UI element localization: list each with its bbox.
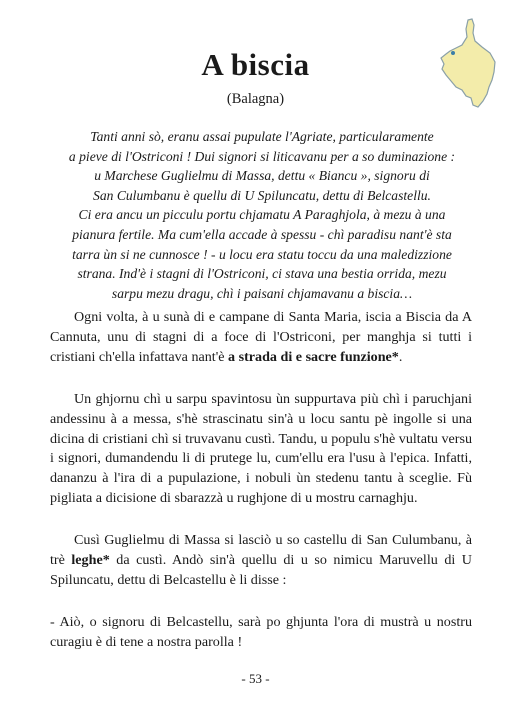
glossary-term: leghe* (71, 552, 110, 569)
intro-line: pianura fertile. Ma cum'ella accade à spessu - chì paradisu nant'è sta (72, 226, 452, 242)
glossary-term: a strada di e sacre funzione* (228, 348, 399, 365)
page-number: - 53 - (241, 671, 270, 686)
region-subtitle: (Balagna) (226, 91, 285, 107)
intro-line: u Marchese Guglielmu di Massa, dettu « Biancu », signoru di (94, 168, 430, 184)
intro-line: Tanti anni sò, eranu assai pupulate l'Agriate, particularamente (90, 129, 434, 144)
story-body (50, 308, 472, 675)
intro-text (50, 127, 474, 303)
intro-line: tarra ùn si ne cunnosce ! - u locu era statu toccu da una maledizzione (72, 246, 452, 262)
intro-line: a pieve di l'Ostriconi ! Dui signori si liticavanu per a so duminazione : (68, 148, 456, 164)
paragraph: Un ghjornu chì u sarpu spavintosu ùn suppurtava più chì i paruchjani andessinu à a messa, s'hè strascinatu sin'à u locu santu pè ingolle si una dicina di cristiani chì si truvavanu custì. Tandu, u populu s'hè vultatu versu i signori, dumandendu li di prutege lu, cum'ellu era l'usu à l'epica. Infatti, dananzu à l'ira di a pupulazione, i nobuli ùn stedenu tantu à sceglie. Fù pigliata a dicisione di sbarazzà u rughjone di u mostru carnaghju. (50, 390, 472, 507)
intro-line: San Culumbanu è quellu di U Spiluncatu, dettu di Belcastellu. (93, 187, 431, 203)
paragraph: - Aiò, o signoru di Belcastellu, sarà po ghjunta l'ora di mustrà u nostru curagiu è di tene a nostra parolla ! (50, 613, 472, 650)
page-title: A biscia (201, 47, 310, 82)
intro-line: strana. Ind'è i stagni di l'Ostriconi, ci stava una bestia orrida, mezu (77, 266, 447, 282)
intro-line: sarpu mezu dragu, chì i paisani chjamavanu a biscia… (111, 285, 413, 301)
paragraph: Ogni volta, à u sunà di e campane di Santa Maria, iscia a Biscia da A Cannuta, unu di stagni di a foce di l'Ostriconi, per manghja si tutti i cristiani ch'ella infattava nant'è a strada di e sacre funzione*. (50, 309, 472, 365)
paragraph: Cusì Guglielmu di Massa si lasciò u so castellu di San Culumbanu, à trè leghe* da custì. Andò sin'à quellu di u so nimicu Maruvellu di U Spiluncatu, dettu di Belcastellu è li disse : (50, 532, 472, 588)
intro-line: Ci era ancu un picculu portu chjamatu A Paraghjola, à mezu à una (78, 207, 446, 223)
